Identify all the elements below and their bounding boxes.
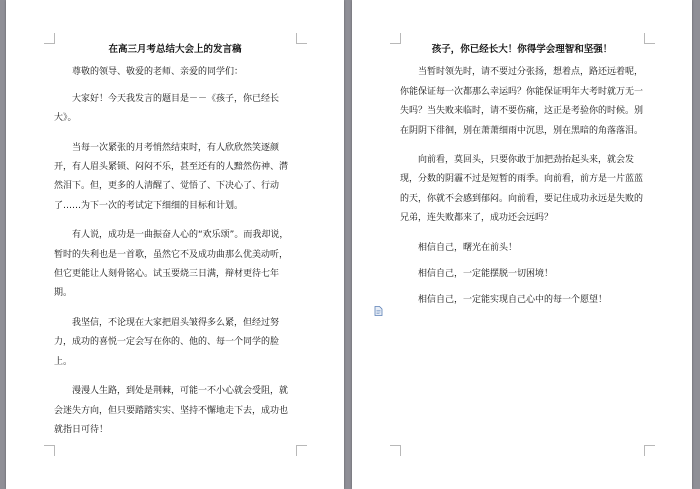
paragraph: 我坚信，不论现在大家把眉头皱得多么紧，但经过努力，成功的喜悦一定会写在你的、他的、每一个同学的脸上。 bbox=[54, 317, 280, 367]
right-page-body bbox=[400, 40, 644, 318]
paragraph: 当暂时领先时，请不要过分张扬，想着点，路还远着呢，你能保证每一次都那么幸运吗？你能保证明年大考时就万无一失吗？当失败来临时，请不要伤痛，这正是考验你的时候。别在阴阴下徘徊，别在萧萧细雨中沉思，别在黑暗的角落落泪。 bbox=[400, 67, 644, 136]
salutation: 尊敬的领导、敬爱的老师、亲爱的同学们： bbox=[72, 67, 244, 78]
paragraph: 大家好！今天我发言的题目是－－《孩子，你已经长大》。 bbox=[54, 93, 280, 124]
margin-mark-top-right bbox=[644, 33, 655, 44]
paragraph: 向前看，莫回头，只要你敢于加把劲抬起头来，就会发现，分数的阴霾不过是短暂的雨季。向前看，前方是一片蓝蓝的天，你就不会感到郁闷。向前看，要记住成功永远是失败的兄弟，连失败都来了，成功还会远吗？ bbox=[400, 155, 644, 224]
margin-mark-bottom-right bbox=[644, 445, 655, 456]
margin-mark-bottom-right bbox=[296, 445, 307, 456]
margin-mark-top-right bbox=[296, 33, 307, 44]
closing-line: 相信自己，一定能摆脱一切困境！ bbox=[418, 269, 554, 280]
page-left bbox=[6, 0, 344, 489]
paragraph: 漫漫人生路，到处是荆棘，可能一不小心就会受阻，就会迷失方向，但只要踏踏实实、坚持不懈地走下去，成功也就指日可待！ bbox=[54, 386, 289, 435]
closing-line: 相信自己，曙光在前头！ bbox=[418, 242, 518, 253]
margin-mark-bottom-left bbox=[390, 445, 401, 456]
page-right bbox=[352, 0, 692, 489]
paragraph: 当每一次紧张的月考悄然结束时，有人欣欣然笑逐颜开，有人眉头紧锁、闷闷不乐，甚至还有的人黯然伤神、潸然泪下。但，更多的人清醒了、觉悟了、下决心了、行动了……为下一次的考试定下细细的目标和计划。 bbox=[54, 142, 289, 211]
paragraph: 有人说，成功是一曲振奋人心的“欢乐颂”。而我却说，暂时的失利也是一首歌，虽然它不及成功曲那么优美动听，但它更能让人刻骨铭心。试玉要烧三日满，辩材更待七年期。 bbox=[54, 230, 289, 299]
document-icon bbox=[374, 306, 383, 319]
left-page-body bbox=[54, 40, 296, 450]
closing-line: 相信自己，一定能实现自己心中的每一个愿望！ bbox=[418, 295, 608, 306]
section-title: 孩子，你已经长大！你得学会理智和坚强！ bbox=[431, 44, 613, 55]
speech-title: 在高三月考总结大会上的发言稿 bbox=[108, 44, 242, 55]
